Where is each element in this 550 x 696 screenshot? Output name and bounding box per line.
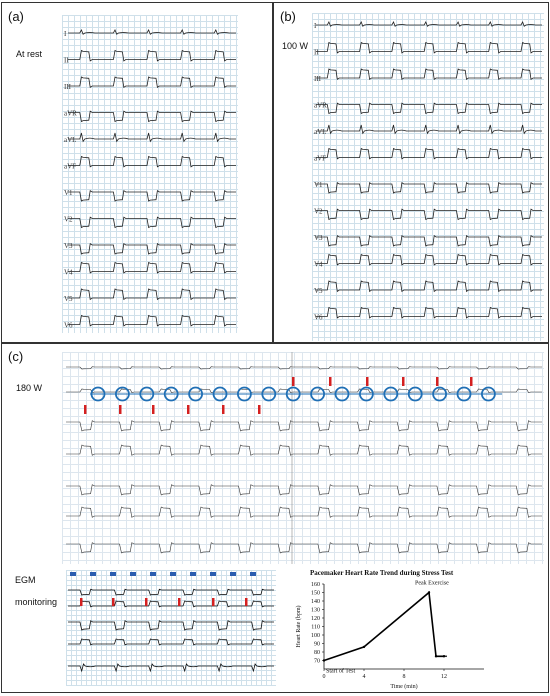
- chart-title: Pacemaker Heart Rate Trend during Stress Test: [310, 569, 454, 577]
- ecg-b-trace-V2: [316, 209, 542, 219]
- panel-b-condition: 100 W: [282, 41, 309, 51]
- ecg-a-lead-label: V5: [64, 295, 73, 303]
- ecg-a-lead-label: aVR: [64, 109, 77, 118]
- ecg-a-trace-V5: [68, 289, 236, 299]
- ecg-a-lead-label: aVF: [64, 162, 77, 171]
- egm-trace: [68, 639, 274, 645]
- y-tick-label: 80: [314, 650, 320, 656]
- panel-a-condition: At rest: [16, 49, 43, 59]
- ecg-a-trace-I: [68, 30, 236, 34]
- ecg-b-lead-label: V1: [314, 181, 323, 189]
- ecg-b-lead-label: aVL: [314, 128, 327, 136]
- egm-marker: [112, 598, 115, 606]
- ecg-b-lead-label: V3: [314, 234, 323, 242]
- y-tick-label: 140: [311, 599, 320, 605]
- x-tick-label: 4: [362, 674, 366, 680]
- ecg-a-trace-III: [68, 77, 236, 87]
- data-point: [428, 591, 430, 593]
- ecg-a-trace-V3: [68, 244, 236, 254]
- panel-c-label: (c): [8, 349, 24, 364]
- ecg-b-lead-label: V5: [314, 287, 323, 295]
- data-point: [363, 646, 365, 648]
- ecg-b-trace-I: [316, 22, 542, 26]
- egm-marker: [145, 598, 148, 606]
- egm-annotation: [110, 572, 116, 576]
- ecg-b-trace-II: [316, 43, 542, 53]
- panel-c: [1, 343, 549, 693]
- egm-trace: [68, 589, 274, 595]
- egm-annotation: [190, 572, 196, 576]
- panel-c-condition: 180 W: [16, 383, 43, 393]
- x-tick-label: 12: [441, 674, 447, 680]
- y-tick-label: 100: [311, 633, 320, 639]
- ecg-b-lead-label: V6: [314, 313, 323, 322]
- ecg-b-trace-III: [316, 69, 542, 79]
- ecg-a-lead-label: V3: [64, 242, 73, 250]
- ecg-b-trace-aVL: [316, 125, 542, 133]
- ecg-b-lead-label: aVR: [314, 101, 327, 110]
- egm-trace: [68, 664, 274, 671]
- ecg-a-lead-label: V6: [64, 321, 73, 330]
- y-tick-label: 130: [311, 607, 320, 614]
- egm-trace: [68, 601, 274, 607]
- ecg-a-lead-label: V2: [64, 215, 73, 224]
- egm-marker: [245, 598, 248, 606]
- ecg-a-lead-label: aVL: [64, 136, 77, 144]
- egm-annotation: [170, 572, 176, 576]
- egm-annotation: [150, 572, 156, 576]
- ecg-b-lead-label: I: [314, 22, 317, 30]
- x-axis-label: Time (min): [390, 684, 418, 690]
- x-tick-label: 0: [322, 674, 326, 680]
- ecg-a-trace-V1: [68, 191, 236, 201]
- heart-rate-chart: [292, 576, 492, 691]
- ecg-traces-b: [274, 3, 550, 344]
- ecg-a-trace-V4: [68, 263, 236, 273]
- ecg-a-lead-label: II: [64, 56, 69, 65]
- ecg-a-trace-V6: [68, 316, 236, 326]
- ecg-traces-a: [2, 3, 274, 344]
- y-tick-label: 110: [311, 624, 320, 631]
- ecg-b-lead-label: II: [314, 48, 319, 57]
- ecg-a-trace-aVF: [68, 157, 236, 167]
- monitoring-label: monitoring: [15, 597, 58, 607]
- panel-a-label: (a): [8, 9, 24, 24]
- egm-marker: [80, 598, 83, 606]
- ecg-b-trace-V3: [316, 236, 542, 246]
- ecg-b-lead-label: V2: [314, 207, 323, 216]
- ecg-b-trace-V5: [316, 281, 542, 291]
- egm-annotation: [130, 572, 136, 576]
- panel-a: [1, 2, 273, 343]
- data-point: [439, 655, 441, 657]
- y-tick-label: 120: [311, 616, 320, 622]
- egm-trace: [68, 621, 274, 630]
- egm-annotation: [250, 572, 256, 576]
- ecg-a-lead-label: V4: [64, 268, 73, 277]
- y-tick-label: 90: [314, 641, 320, 648]
- x-tick-label: 8: [402, 674, 406, 680]
- data-point: [437, 655, 439, 657]
- egm-label: EGM: [15, 575, 36, 585]
- ecg-b-trace-aVF: [316, 149, 542, 159]
- data-point: [441, 655, 443, 657]
- ecg-a-lead-label: V1: [64, 189, 73, 197]
- ecg-b-trace-V6: [316, 308, 542, 318]
- ecg-a-trace-V2: [68, 217, 236, 227]
- egm-marker: [212, 598, 215, 606]
- ecg-a-trace-II: [68, 51, 236, 61]
- series-line: [324, 593, 444, 661]
- annotation-peak: Peak Exercise: [415, 580, 449, 587]
- egm-annotation: [210, 572, 216, 576]
- y-tick-label: 160: [311, 582, 320, 588]
- y-axis-label: Heart Rate (bpm): [296, 605, 302, 648]
- ecg-b-trace-V1: [316, 183, 542, 193]
- data-point: [435, 655, 437, 657]
- ecg-a-lead-label: III: [64, 83, 71, 91]
- data-point: [323, 659, 325, 661]
- ecg-a-lead-label: I: [64, 30, 67, 38]
- y-tick-label: 70: [314, 658, 320, 665]
- ecg-a-trace-aVR: [68, 111, 236, 121]
- ecg-b-lead-label: III: [314, 75, 321, 83]
- panel-b: [273, 2, 549, 343]
- data-point: [443, 655, 445, 657]
- ecg-b-lead-label: aVF: [314, 154, 327, 163]
- ecg-b-trace-V4: [316, 255, 542, 265]
- y-tick-label: 150: [311, 590, 320, 597]
- annotation-start: Start of Test: [326, 668, 356, 675]
- egm-annotation: [70, 572, 76, 576]
- egm-annotation: [230, 572, 236, 576]
- ecg-b-lead-label: V4: [314, 260, 323, 269]
- panel-b-label: (b): [280, 9, 296, 24]
- egm-marker: [178, 598, 181, 606]
- ecg-b-trace-aVR: [316, 103, 542, 113]
- data-point: [445, 655, 447, 657]
- ecg-a-trace-aVL: [68, 133, 236, 141]
- egm-annotation: [90, 572, 96, 576]
